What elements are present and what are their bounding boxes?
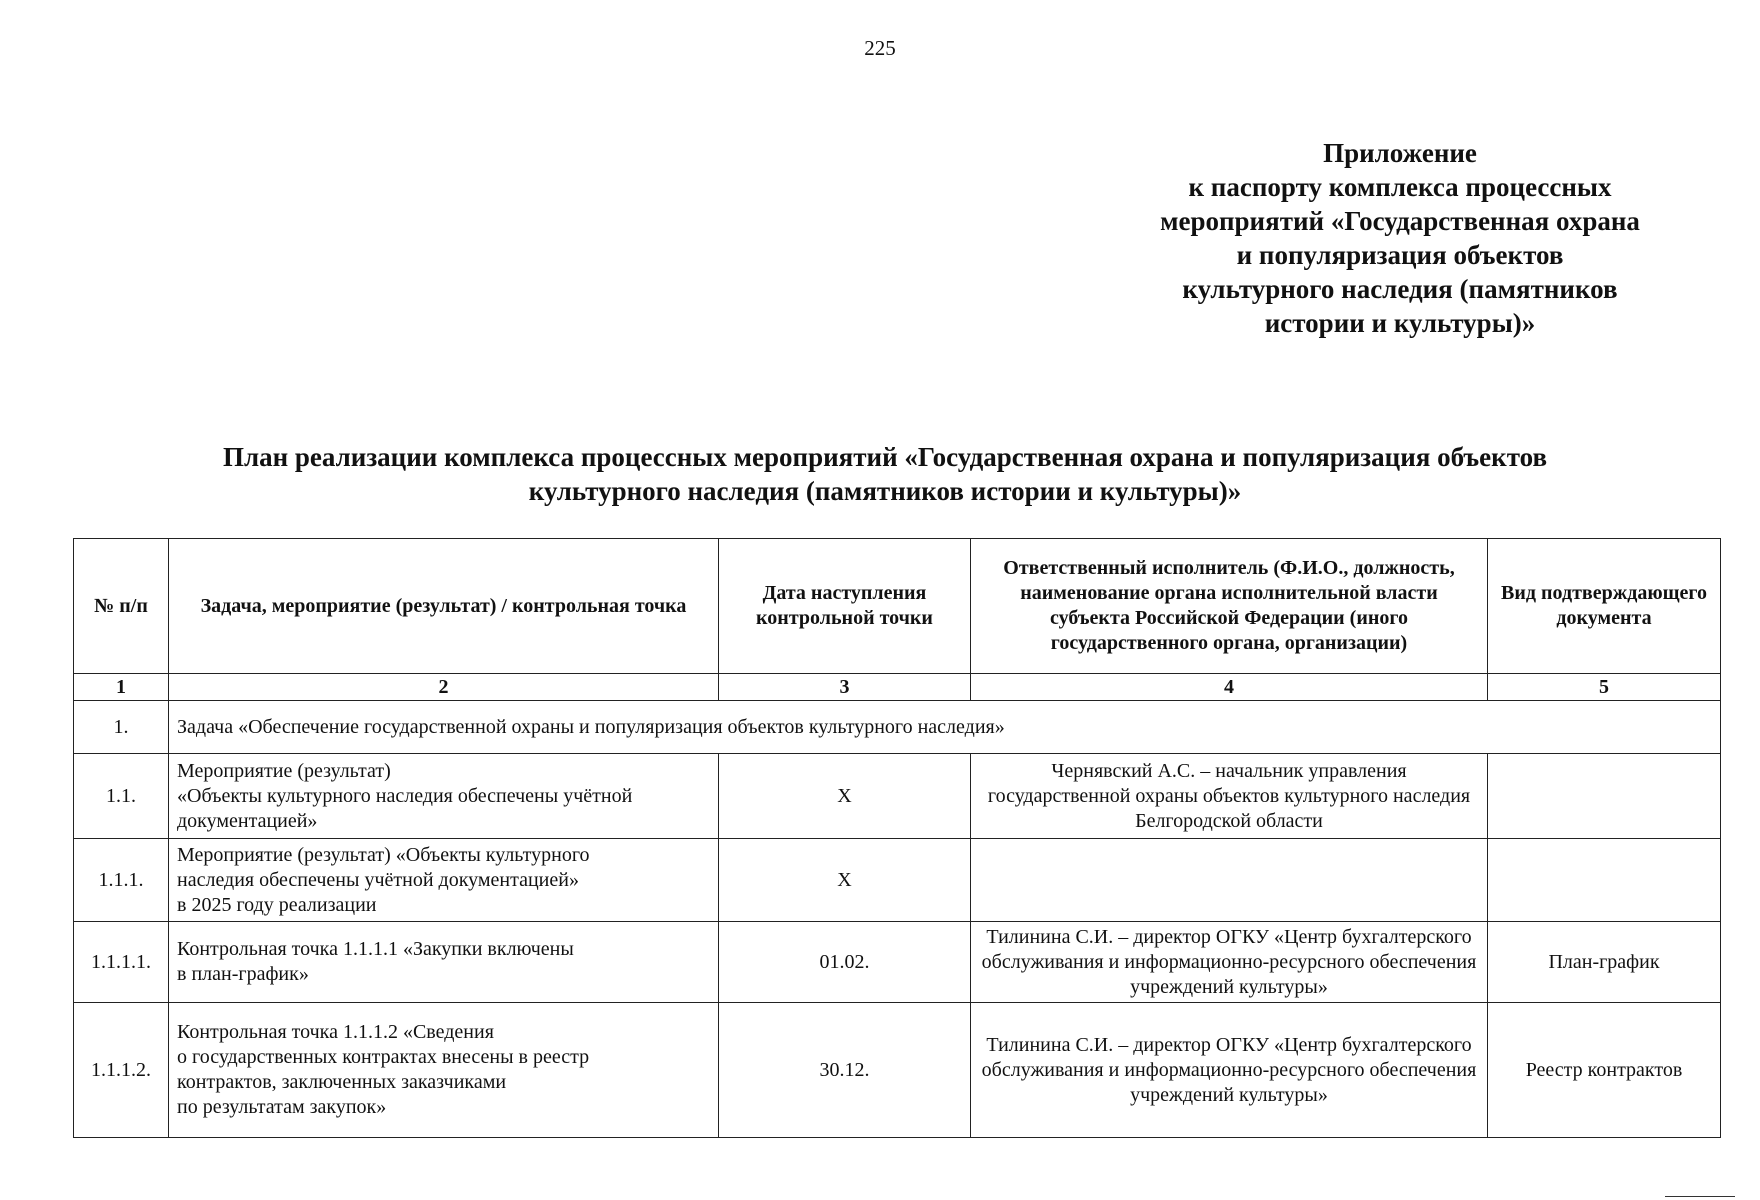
header-task: Задача, мероприятие (результат) / контрольная точка xyxy=(169,539,719,674)
header-document: Вид подтверждающего документа xyxy=(1488,539,1721,674)
row-date: Х xyxy=(719,839,971,922)
table-row xyxy=(74,754,1721,839)
appendix-line: культурного наследия (памятников xyxy=(1182,274,1618,304)
appendix-line: к паспорту комплекса процессных xyxy=(1188,172,1612,202)
title-line: культурного наследия (памятников истории и культуры)» xyxy=(528,476,1242,506)
header-date: Дата наступления контрольной точки xyxy=(719,539,971,674)
row-number: 1. xyxy=(74,701,169,754)
column-number: 4 xyxy=(971,674,1488,701)
row-date: Х xyxy=(719,754,971,839)
appendix-line: мероприятий «Государственная охрана xyxy=(1160,206,1640,236)
appendix-line: Приложение xyxy=(1323,138,1477,168)
row-number: 1.1.1. xyxy=(74,839,169,922)
row-responsible: Чернявский А.С. – начальник управления государственной охраны объектов культурного наследия Белгородской области xyxy=(971,754,1488,839)
page-number: 225 xyxy=(864,36,896,60)
plan-table xyxy=(73,538,1721,1138)
row-document xyxy=(1488,754,1721,839)
row-name: Контрольная точка 1.1.1.1 «Закупки включены в план-график» xyxy=(169,922,719,1003)
table-header-row xyxy=(74,539,1721,674)
column-number: 3 xyxy=(719,674,971,701)
row-responsible: Тилинина С.И. – директор ОГКУ «Центр бухгалтерского обслуживания и информационно-ресурсного обеспечения учреждений культуры» xyxy=(971,922,1488,1003)
row-number: 1.1.1.1. xyxy=(74,922,169,1003)
row-date: 30.12. xyxy=(719,1003,971,1138)
table-row xyxy=(74,922,1721,1003)
column-numbers-row xyxy=(74,674,1721,701)
row-responsible xyxy=(971,839,1488,922)
document-title xyxy=(60,440,1710,508)
task-text: Задача «Обеспечение государственной охраны и популяризация объектов культурного наследия» xyxy=(169,701,1721,754)
appendix-line: и популяризация объектов xyxy=(1236,240,1564,270)
row-responsible: Тилинина С.И. – директор ОГКУ «Центр бухгалтерского обслуживания и информационно-ресурсного обеспечения учреждений культуры» xyxy=(971,1003,1488,1138)
appendix-heading xyxy=(1090,136,1710,340)
row-number: 1.1.1.2. xyxy=(74,1003,169,1138)
row-document: План-график xyxy=(1488,922,1721,1003)
row-document: Реестр контрактов xyxy=(1488,1003,1721,1138)
row-name: Мероприятие (результат) «Объекты культурного наследия обеспечены учётной документацией» в 2025 году реализации xyxy=(169,839,719,922)
table-row xyxy=(74,839,1721,922)
column-number: 1 xyxy=(74,674,169,701)
appendix-line: истории и культуры)» xyxy=(1264,308,1536,338)
row-name: Мероприятие (результат) «Объекты культурного наследия обеспечены учётной документацией» xyxy=(169,754,719,839)
header-responsible: Ответственный исполнитель (Ф.И.О., должность, наименование органа исполнительной власти субъекта Российской Федерации (иного государственного органа, организации) xyxy=(971,539,1488,674)
table-row xyxy=(74,1003,1721,1138)
row-document xyxy=(1488,839,1721,922)
row-name: Контрольная точка 1.1.1.2 «Сведения о государственных контрактах внесены в реестр контрактов, заключенных заказчиками по результатам закупок» xyxy=(169,1003,719,1138)
row-number: 1.1. xyxy=(74,754,169,839)
task-row xyxy=(74,701,1721,754)
column-number: 2 xyxy=(169,674,719,701)
row-date: 01.02. xyxy=(719,922,971,1003)
column-number: 5 xyxy=(1488,674,1721,701)
header-number: № п/п xyxy=(74,539,169,674)
bottom-rule xyxy=(1665,1196,1735,1197)
title-line: План реализации комплекса процессных мероприятий «Государственная охрана и популяризация объектов xyxy=(222,442,1548,472)
